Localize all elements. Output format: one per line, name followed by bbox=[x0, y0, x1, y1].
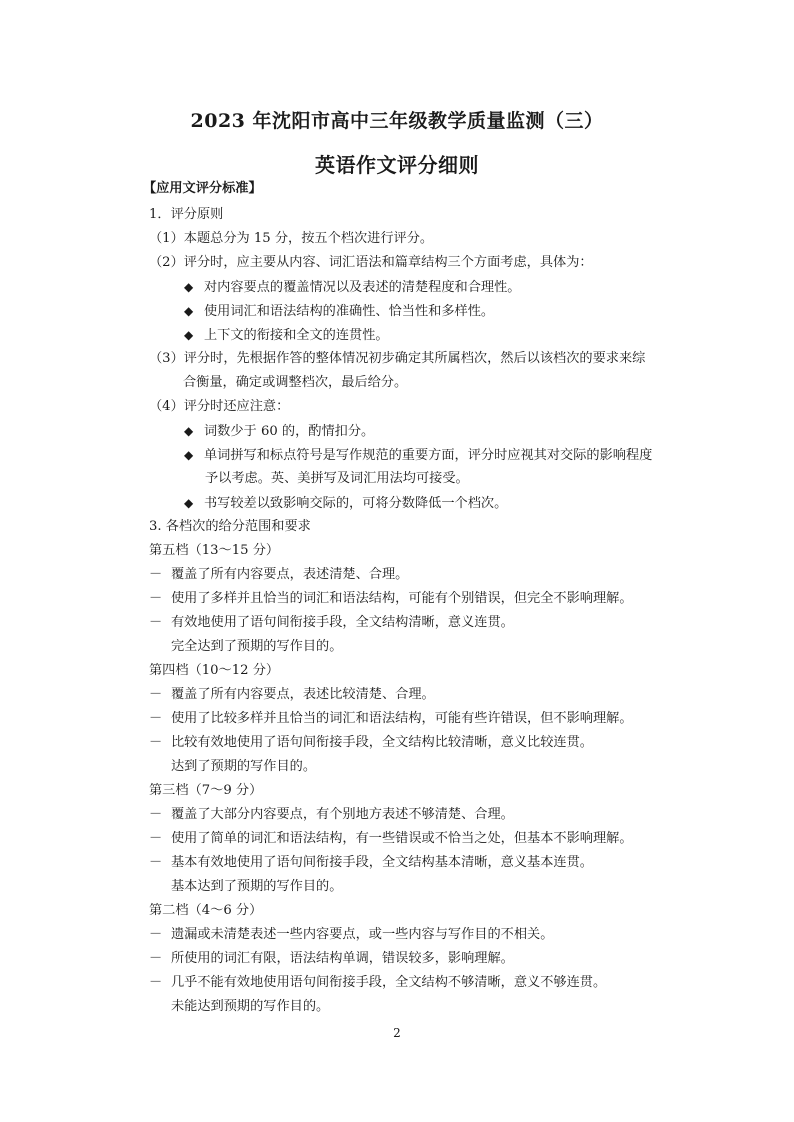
document-subtitle: 英语作文评分细则 bbox=[315, 153, 479, 177]
grade-criterion: － 覆盖了所有内容要点，表述比较清楚、合理。 bbox=[149, 687, 435, 702]
grade-level-name: 第二档（4～6 分） bbox=[149, 903, 263, 918]
grade-criterion: － 有效地使用了语句间衔接手段，全文结构清晰，意义连贯。 bbox=[149, 615, 514, 630]
diamond-bullet-icon: ◆ bbox=[184, 424, 194, 438]
principle-4: （4）评分时还应注意： bbox=[149, 399, 290, 414]
principle-1: （1）本题总分为 15 分，按五个档次进行评分。 bbox=[149, 231, 434, 246]
dash-bullet-icon: － bbox=[149, 591, 163, 606]
grade-level-name: 第四档（10～12 分） bbox=[149, 663, 280, 678]
grade-summary: 完全达到了预期的写作目的。 bbox=[171, 639, 343, 654]
grade-criterion: － 使用了比较多样并且恰当的词汇和语法结构，可能有些许错误，但不影响理解。 bbox=[149, 711, 633, 726]
grade-criterion: － 覆盖了大部分内容要点，有个别地方表述不够清楚、合理。 bbox=[149, 807, 514, 822]
grade-criterion: － 基本有效地使用了语句间衔接手段，全文结构基本清晰，意义基本连贯。 bbox=[149, 855, 593, 870]
grade-summary: 未能达到预期的写作目的。 bbox=[171, 999, 330, 1014]
diamond-bullet-icon: ◆ bbox=[184, 496, 194, 510]
bullet-item: ◆ 使用词汇和语法结构的准确性、恰当性和多样性。 bbox=[184, 304, 495, 319]
grade-level-name: 第三档（7～9 分） bbox=[149, 783, 263, 798]
dash-bullet-icon: － bbox=[149, 567, 163, 582]
grade-criterion: － 所使用的词汇有限，语法结构单调，错误较多，影响理解。 bbox=[149, 951, 514, 966]
section-header: 【应用文评分标准】 bbox=[143, 181, 262, 196]
dash-bullet-icon: － bbox=[149, 855, 163, 870]
principle-3: （3）评分时，先根据作答的整体情况初步确定其所属档次，然后以该档次的要求来综 bbox=[149, 351, 646, 366]
grade-criterion: － 覆盖了所有内容要点，表述清楚、合理。 bbox=[149, 567, 409, 582]
bullet-item-cont: 予以考虑。英、美拼写及词汇用法均可接受。 bbox=[205, 471, 469, 486]
bullet-item: ◆ 上下文的衔接和全文的连贯性。 bbox=[184, 328, 389, 343]
dash-bullet-icon: － bbox=[149, 927, 163, 942]
grade-criterion: － 使用了简单的词汇和语法结构，有一些错误或不恰当之处，但基本不影响理解。 bbox=[149, 831, 633, 846]
dash-bullet-icon: － bbox=[149, 831, 163, 846]
document-title: 2023 年沈阳市高中三年级教学质量监测（三） bbox=[190, 110, 604, 132]
diamond-bullet-icon: ◆ bbox=[184, 304, 194, 318]
dash-bullet-icon: － bbox=[149, 735, 163, 750]
dash-bullet-icon: － bbox=[149, 951, 163, 966]
grade-criterion: － 比较有效地使用了语句间衔接手段，全文结构比较清晰，意义比较连贯。 bbox=[149, 735, 593, 750]
dash-bullet-icon: － bbox=[149, 687, 163, 702]
grades-heading: 3. 各档次的给分范围和要求 bbox=[149, 519, 311, 534]
page-number: 2 bbox=[393, 1026, 401, 1040]
principle-3-cont: 合衡量，确定或调整档次，最后给分。 bbox=[183, 375, 408, 390]
principles-heading: 1．评分原则 bbox=[149, 207, 224, 222]
dash-bullet-icon: － bbox=[149, 615, 163, 630]
grade-summary: 基本达到了预期的写作目的。 bbox=[171, 879, 343, 894]
bullet-item: ◆ 单词拼写和标点符号是写作规范的重要方面，评分时应视其对交际的影响程度 bbox=[184, 448, 653, 463]
diamond-bullet-icon: ◆ bbox=[184, 328, 194, 342]
grade-criterion: － 使用了多样并且恰当的词汇和语法结构，可能有个别错误，但完全不影响理解。 bbox=[149, 591, 633, 606]
principle-2: （2）评分时，应主要从内容、词汇语法和篇章结构三个方面考虑，具体为： bbox=[149, 255, 593, 270]
grade-criterion: － 遗漏或未清楚表述一些内容要点，或一些内容与写作目的不相关。 bbox=[149, 927, 554, 942]
bullet-item: ◆ 书写较差以致影响交际的，可将分数降低一个档次。 bbox=[184, 496, 508, 511]
bullet-item: ◆ 词数少于 60 的，酌情扣分。 bbox=[184, 424, 375, 439]
dash-bullet-icon: － bbox=[149, 807, 163, 822]
diamond-bullet-icon: ◆ bbox=[184, 280, 194, 294]
grade-criterion: － 几乎不能有效地使用语句间衔接手段，全文结构不够清晰，意义不够连贯。 bbox=[149, 975, 607, 990]
grade-level-name: 第五档（13～15 分） bbox=[149, 543, 280, 558]
dash-bullet-icon: － bbox=[149, 711, 163, 726]
diamond-bullet-icon: ◆ bbox=[184, 448, 194, 462]
dash-bullet-icon: － bbox=[149, 975, 163, 990]
bullet-item: ◆ 对内容要点的覆盖情况以及表述的清楚程度和合理性。 bbox=[184, 280, 521, 295]
grade-summary: 达到了预期的写作目的。 bbox=[171, 759, 317, 774]
